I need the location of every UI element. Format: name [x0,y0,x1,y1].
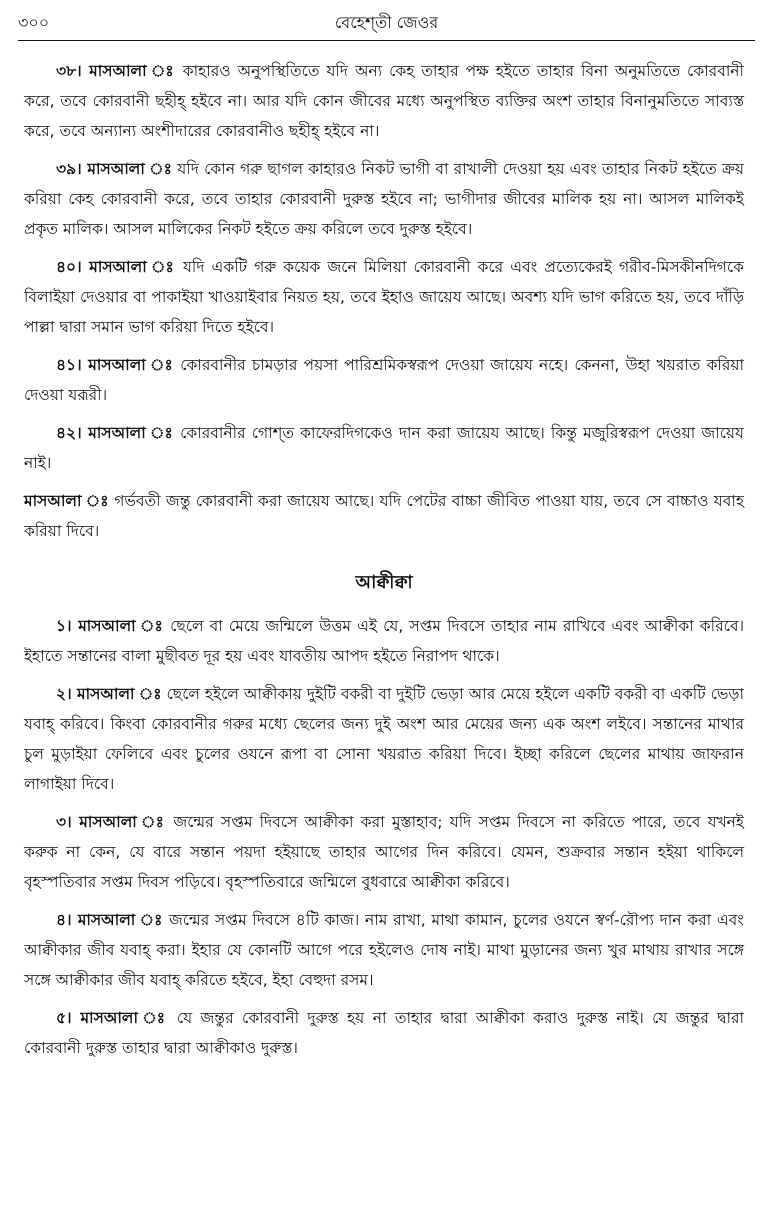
masala-text: গর্ভবতী জন্তু কোরবানী করা জায়েয আছে। যদি পেটের বাচ্চা জীবিত পাওয়া যায়, তবে সে বাচ্চাও যবাহ করিয়া দিবে। [24,492,744,540]
page-number: ৩০০ [18,13,50,32]
masala-40 [24,252,744,342]
header-rule [18,40,755,41]
aqiqa-masala-3 [24,807,744,897]
masala-text: ছেলে বা মেয়ে জন্মিলে উত্তম এই যে, সপ্তম দিবসে তাহার নাম রাখিবে এবং আক্বীকা করিবে। ইহাতে সন্তানের বালা মুছীবত দূর হয় এবং যাবতীয় আপদ হইতে নিরাপদ থাকে। [24,617,744,665]
aqiqa-masala-1 [24,611,744,671]
masala-text: কোরবানীর গোশ্‌ত কাফেরদিগকেও দান করা জায়েয আছে। কিন্তু মজুরিস্বরূপ দেওয়া জায়েয নাই। [24,424,744,472]
masala-label: ৫। মাসআলা ঃ [56,1009,169,1027]
masala-text: ছেলে হইলে আক্বীকায় দুইটি বকরী বা দুইটি ভেড়া আর মেয়ে হইলে একটি বকরী বা একটি ভেড়া যবাহ্‌ করিবে। কিংবা কোরবানীর গরুর মধ্যে ছেলের জন্য দুই অংশ আর মেয়ের জন্য এক অংশ লইবে। সন্তানের মাথার চুল মুড়াইয়া ফেলিবে এবং চুলের ওযনে রূপা বা সোনা খয়রাত করিয়া দিবে। ইচ্ছা করিলে ছেলের মাথায় জাফরান লাগাইয়া দিবে। [24,685,744,793]
masala-39 [24,154,744,244]
masala-label: ৩৯। মাসআলা ঃ [56,160,173,178]
masala-label: ৩৮। মাসআলা ঃ [56,62,176,80]
masala-42 [24,418,744,478]
page-header [18,6,755,36]
masala-text: যদি একটি গরু কয়েক জনে মিলিয়া কোরবানী করে এবং প্রত্যেকেরই গরীব-মিসকীনদিগকে বিলাইয়া দেওয়ার বা পাকাইয়া খাওয়াইবার নিয়ত হয়, তবে ইহাও জায়েয আছে। অবশ্য যদি ভাগ করিতে হয়, তবে দাঁড়ি পাল্লা দ্বারা সমান ভাগ করিয়া দিতে হইবে। [24,258,744,336]
masala-unnumbered [24,486,744,546]
masala-text: যদি কোন গরু ছাগল কাহারও নিকট ভাগী বা রাখালী দেওয়া হয় এবং তাহার নিকট হইতে ক্রয় করিয়া কেহ কোরবানী করে, তবে তাহার কোরবানী দুরুস্ত হইবে না; ভাগীদার জীবের মালিক হয় না। আসল মালিকই প্রকৃত মালিক। আসল মালিকের নিকট হইতে ক্রয় করিলে তবে দুরুস্ত হইবে। [24,160,744,238]
masala-text: কোরবানীর চামড়ার পয়সা পারিশ্রমিকস্বরূপ দেওয়া জায়েয নহে। কেননা, উহা খয়রাত করিয়া দেওয়া যরূরী। [24,356,744,404]
masala-label: ১। মাসআলা ঃ [56,617,164,635]
masala-label: ৪। মাসআলা ঃ [56,911,164,929]
masala-text: জন্মের সপ্তম দিবসে আক্বীকা করা মুস্তাহাব; যদি সপ্তম দিবসে না করিতে পারে, তবে যখনই করুক না কেন, যে বারে সন্তান পয়দা হইয়াছে তাহার আগের দিন করিবে। যেমন, শুক্রবার সন্তান হইয়া থাকিলে বৃহস্পতিবার সপ্তম দিবস পড়িবে। বৃহস্পতিবারে জন্মিলে বুধবারে আক্বীকা করিবে। [24,813,744,891]
masala-label: ৪২। মাসআলা ঃ [56,424,174,442]
aqiqa-masala-4 [24,905,744,995]
masala-label: ৪১। মাসআলা ঃ [56,356,175,374]
masala-text: কাহারও অনুপস্থিতিতে যদি অন্য কেহ তাহার পক্ষ হইতে তাহার বিনা অনুমতিতে কোরবানী করে, তবে কোরবানী ছহীহ্‌ হইবে না। আর যদি কোন জীবের মধ্যে অনুপস্থিত ব্যক্তির অংশ তাহার বিনানুমতিতে সাব্যস্ত করে, তবে অন্যান্য অংশীদারের কোরবানীও ছহীহ্‌ হইবে না। [24,62,744,140]
aqiqa-masala-5 [24,1003,744,1063]
aqiqa-masala-2 [24,679,744,799]
masala-text: যে জন্তুর কোরবানী দুরুস্ত হয় না তাহার দ্বারা আক্বীকা করাও দুরুস্ত নাই। যে জন্তুর দ্বারা কোরবানী দুরুস্ত তাহার দ্বারা আক্বীকাও দুরুস্ত। [24,1009,744,1057]
page-body [24,56,744,1071]
masala-38 [24,56,744,146]
masala-text: জন্মের সপ্তম দিবসে ৪টি কাজ। নাম রাখা, মাথা কামান, চুলের ওযনে স্বর্ণ-রৌপ্য দান করা এবং আক্বীকার জীব যবাহ্‌ করা। ইহার যে কোনটি আগে পরে হইলেও দোষ নাই। মাথা মুড়ানের জন্য খুর মাথায় রাখার সঙ্গে সঙ্গে আক্বীকার জীব যবাহ্‌ করিতে হইবে, ইহা বেহুদা রসম। [24,911,744,989]
masala-label: মাসআলা ঃ [24,492,109,510]
masala-label: ৪০। মাসআলা ঃ [56,258,176,276]
masala-label: ৩। মাসআলা ঃ [56,813,167,831]
section-title: আক্বীক্বা [355,572,413,593]
running-title: বেহেশ্‌তী জেওর [334,13,439,32]
masala-41 [24,350,744,410]
masala-label: ২। মাসআলা ঃ [56,685,162,703]
